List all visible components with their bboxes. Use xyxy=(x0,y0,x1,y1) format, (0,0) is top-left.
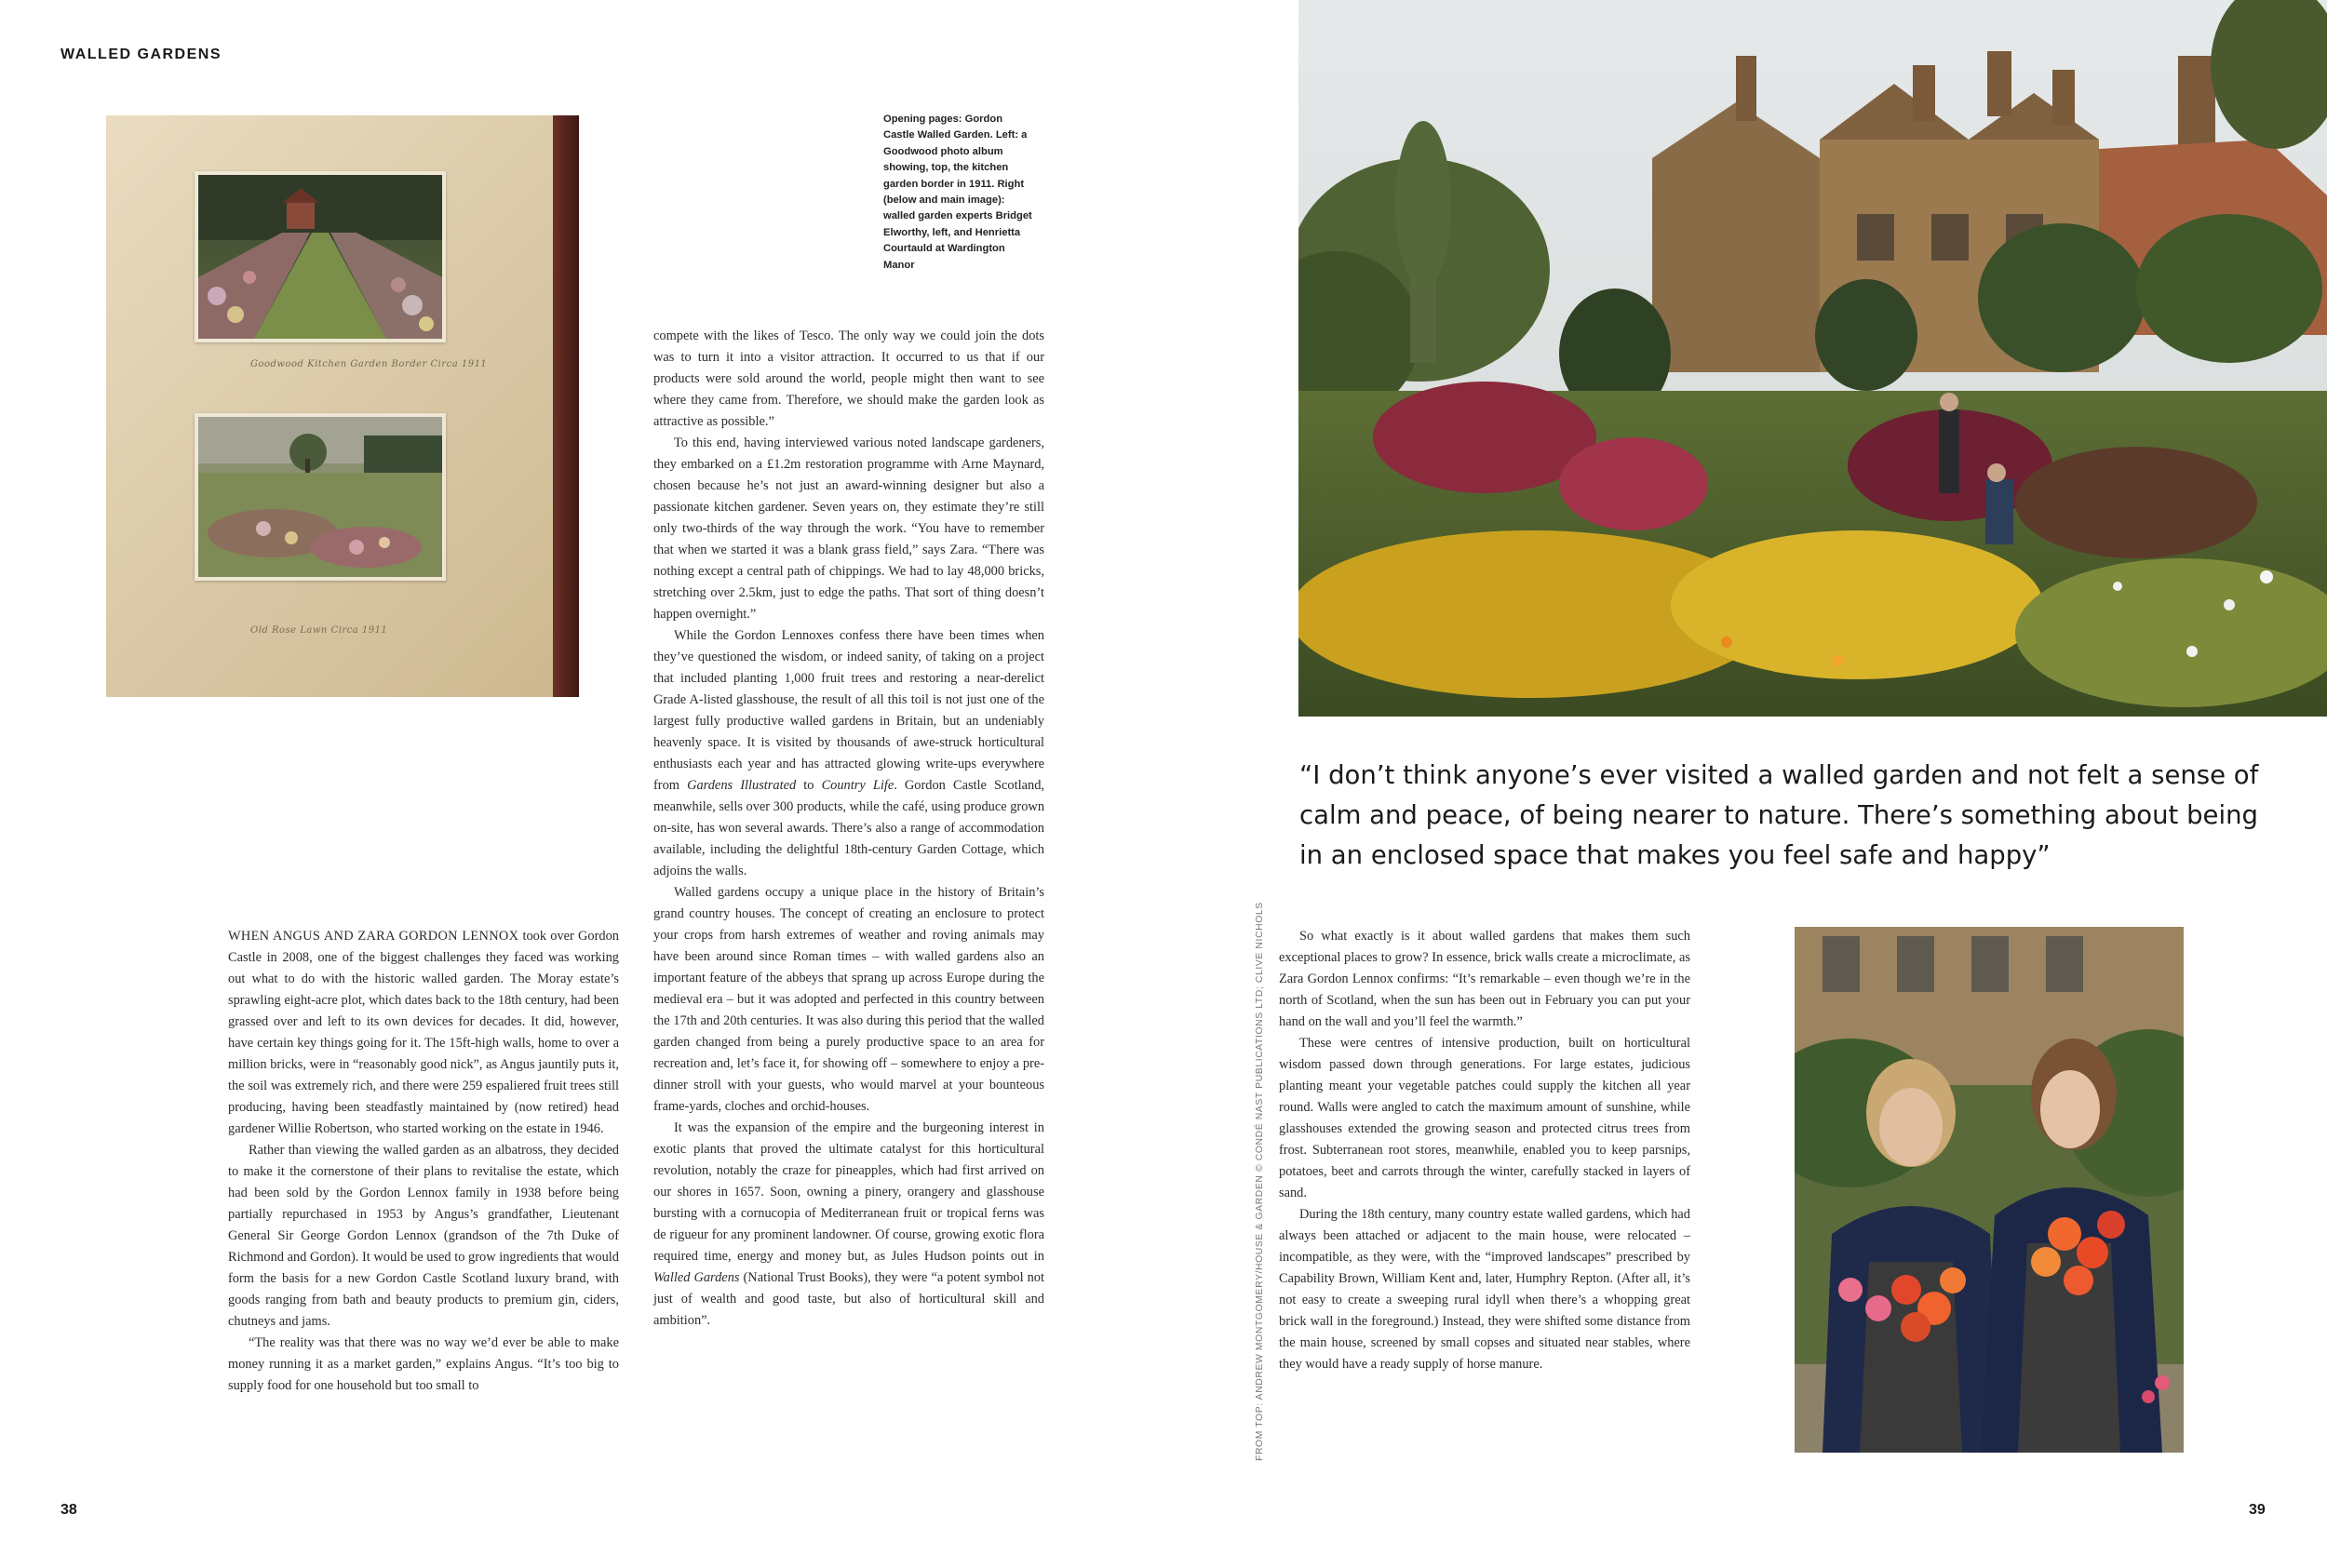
paragraph: “The reality was that there was no way we’d ever be able to make money running it as a market garden,” explains Angus. “It’s too big to supply food for one household but too small to xyxy=(228,1335,619,1393)
album-spine xyxy=(553,115,579,697)
pull-quote: “I don’t think anyone’s ever visited a walled garden and not felt a sense of calm and peace, of being nearer to nature. There’s something about being in an enclosed space that makes you feel safe and happy” xyxy=(1299,760,2259,870)
book-title: Walled Gardens xyxy=(653,1270,740,1285)
manor-garden-photo xyxy=(1298,0,2327,717)
photo-credit-text: FROM TOP: ANDREW MONTGOMERY/HOUSE & GARDEN © CONDÉ NAST PUBLICATIONS LTD; CLIVE NICHOLS xyxy=(1255,902,1265,1461)
drop-lead: WHEN ANGUS AND ZARA GORDON LENNOX xyxy=(228,929,519,944)
paragraph: During the 18th century, many country estate walled gardens, which had always been attached or adjacent to the main house, were relocated – incompatible, as they were, with the “improved landscapes” prescribed by Capability Brown, William Kent and, later, Humphry Repton. (After all, it’s not easy to create a sweeping rural idyll when there’s a whopping great brick wall in the foreground.) Instead, they were shifted some distance from the main house, screened by small copses and situated near stables, where they would have a ready supply of horse manure. xyxy=(1279,1207,1690,1372)
paragraph: It was the expansion of the empire and the burgeoning interest in exotic plants that proved the ultimate catalyst for this horticultural revolution, notably the craze for pineapples, which had first arrived on our shores in 1657. Soon, owning a pinery, orangery and glasshouse bursting with a cornucopia of Mediterranean fruit or tropical ferns was de rigueur for any prominent landowner. Of course, growing exotic flora required time, energy and money but, as Jules Hudson points out in Walled Gardens (National Trust Books), they were “a potent symbol not just of wealth and good taste, but also of horticultural skill and ambition”. xyxy=(653,1120,1044,1328)
album-print-rose-lawn xyxy=(195,413,446,581)
photo-caption: Opening pages: Gordon Castle Walled Garden. Left: a Goodwood photo album showing, top, the kitchen garden border in 1911. Right (below and main image): walled garden experts Bridget Elworthy, left, and Henrietta Courtauld at Wardington Manor xyxy=(883,114,1032,271)
page-number-left: 38 xyxy=(61,1502,77,1518)
photo-album-image xyxy=(106,115,579,697)
gardeners-portrait-photo xyxy=(1795,927,2184,1453)
photo-credit xyxy=(1255,902,1270,1461)
paragraph: Rather than viewing the walled garden as an albatross, they decided to make it the cornerstone of their plans to revitalise the estate, which had been sold by the Gordon Lennox family in 1938 before being partially repurchased in 1953 by Angus’s grandfather, Lieutenant General Sir George Gordon Lennox (grandson of the 7th Duke of Richmond and Gordon). It would be used to grow ingredients that would form the basis for a new Gordon Castle Scotland luxury brand, with goods ranging from bath and beauty products to premium gin, ciders, chutneys and jams. xyxy=(228,1143,619,1329)
album-print-kitchen-border xyxy=(195,171,446,342)
page-number-right: 39 xyxy=(2249,1502,2266,1518)
section-label: WALLED GARDENS xyxy=(61,47,222,62)
album-caption-bottom: Old Rose Lawn Circa 1911 xyxy=(250,625,388,636)
paragraph: To this end, having interviewed various noted landscape gardeners, they embarked on a £1.2m restoration programme with Arne Maynard, chosen because he’s not just an award-winning designer but also a passionate kitchen gardener. Seven years on, they estimate they’re still only two-thirds of the way through the work. “You have to remember that when we started it was a blank grass field,” says Zara. “There was nothing except a central path of chippings. We had to lay 48,000 bricks, stretching over 2.5km, just to edge the paths. That sort of thing doesn’t happen overnight.” xyxy=(653,436,1044,622)
paragraph: So what exactly is it about walled gardens that makes them such exceptional places to grow? In essence, brick walls create a microclimate, as Zara Gordon Lennox confirms: “It’s remarkable – even though we’re in the north of Scotland, when the sun has been out in February you can put your hand on the wall and you’ll feel the warmth.” xyxy=(1279,929,1690,1029)
paragraph: These were centres of intensive production, built on horticultural wisdom passed down through generations. For large estates, judicious planting meant your vegetable patches could supply the kitchen all year round. Walls were angled to catch the maximum amount of sunshine, while glasshouses extended the growing season and protected citrus trees from frost. Subterranean root stores, meanwhile, enabled you to keep parsnips, potatoes, beet and carrots through the winter, carefully stacked in layers of sand. xyxy=(1279,1036,1690,1200)
paragraph: While the Gordon Lennoxes confess there have been times when they’ve questioned the wisdom, or indeed sanity, of taking on a project that included planting 1,000 fruit trees and restoring a near-derelict Grade A-listed glasshouse, the result of all this toil is not just one of the largest fully productive walled gardens in Britain, but an undeniably heavenly space. It is visited by thousands of awe-struck horticultural enthusiasts each year and has attracted glowing write-ups everywhere from Gardens Illustrated to Country Life. Gordon Castle Scotland, meanwhile, sells over 300 products, while the café, using produce grown on-site, has won several awards. There’s also a range of accommodation available, including the delightful 18th-century Garden Cottage, which adjoins the walls. xyxy=(653,628,1045,878)
publication-title: Country Life xyxy=(821,778,894,793)
body-column-2 xyxy=(653,326,1044,1332)
body-column-1 xyxy=(228,926,619,1397)
paragraph: WHEN ANGUS AND ZARA GORDON LENNOX took over Gordon Castle in 2008, one of the biggest challenges they faced was working out what to do with the historic walled garden. The Moray estate’s sprawling eight-acre plot, which dates back to the 18th century, had been grassed over and left to its own devices for decades. It did, however, have certain key things going for it. The 15ft-high walls, home to over a million bricks, were in “reasonably good nick”, as Angus jauntily puts it, the soil was extremely rich, and there were 259 espaliered fruit trees still producing, having been steadfastly maintained by (now retired) head gardener Willie Robertson, who started working on the estate in 1946. xyxy=(228,929,619,1136)
publication-title: Gardens Illustrated xyxy=(687,778,797,793)
paragraph: Walled gardens occupy a unique place in the history of Britain’s grand country houses. The concept of creating an enclosure to protect your crops from harsh extremes of weather and roving animals may have been around since Roman times – with walled gardens also an important feature of the abbeys that sprang up across Europe during the medieval era – but it was adopted and perfected in this country between the 17th and 20th centuries. It was also during this period that the walled garden changed from being a purely productive space to an area for recreation and, let’s face it, for showing off – somewhere to enjoy a pre-dinner stroll with your guests, who would marvel at your bounteous frame-yards, cloches and orchid-houses. xyxy=(653,885,1044,1114)
album-page xyxy=(106,115,553,697)
paragraph: compete with the likes of Tesco. The only way we could join the dots was to turn it into a visitor attraction. It occurred to us that if our products were sold around the world, people might then want to see where they came from. Therefore, we should make the garden look as attractive as possible.” xyxy=(653,328,1044,429)
body-column-3 xyxy=(1279,926,1690,1375)
album-caption-top: Goodwood Kitchen Garden Border Circa 1911 xyxy=(250,359,488,369)
